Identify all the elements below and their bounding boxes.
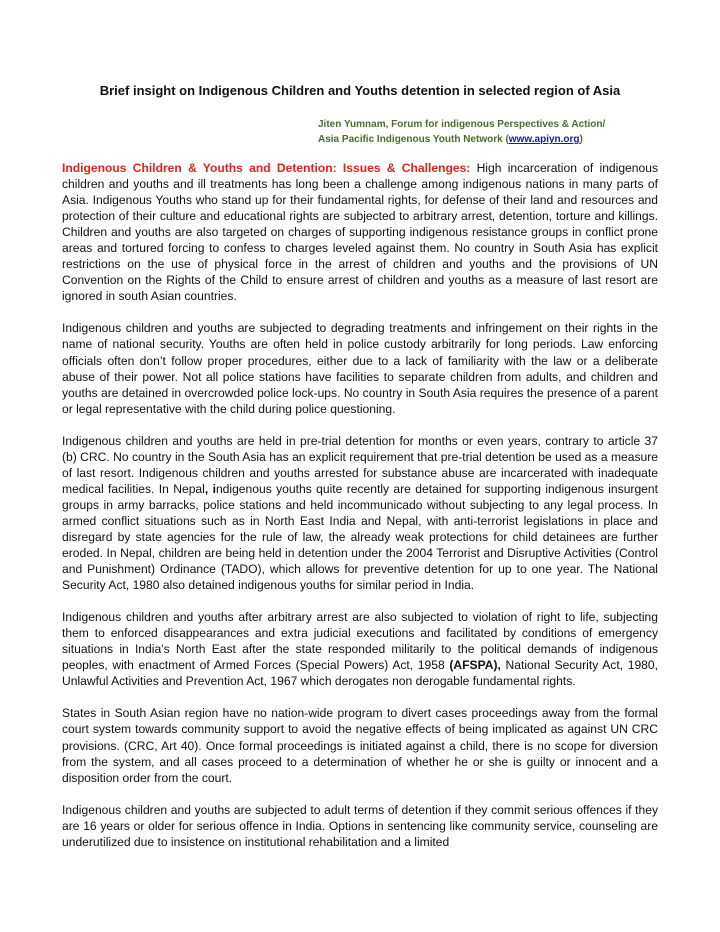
afspa-bold: (AFSPA), xyxy=(449,658,501,673)
author-affiliation: Asia Pacific Indigenous Youth Network ( xyxy=(318,134,509,145)
author-line-2 xyxy=(318,132,658,147)
paragraph-3-text-b: , i xyxy=(204,481,216,496)
paragraph-4-text-a: Indigenous children and youths after arbitrary arrest are also subjected to violation of right to life, subjecting them to enforced disappearances and extra judicial executions and facilitated by conditions of emergency situations in India’s North East after the state responded militarily to the political demands of indigenous peoples, with enactment of Armed Forces (Special Powers) Act, 1958 xyxy=(62,610,658,673)
paragraph-1-text: High incarceration of indigenous children and youths and ill treatments has long been a challenge among indigenous nations in many parts of Asia. Indigenous Youths who stand up for their fundamental rights, for defense of their land and resources and protection of their culture and educational rights are subjected to arbitrary arrest, detention, torture and killings. Children and youths are also targeted on charges of supporting indigenous resistance groups in conflict prone areas and tortured forcing to confess to charges leveled against them. No country in South Asia has explicit restrictions on the use of physical force in the arrest of children and youths and the provisions of UN Convention on the Rights of the Child to ensure arrest of children and youths as a measure of last resort are ignored in south Asian countries. xyxy=(62,161,659,304)
paragraph-6: Indigenous children and youths are subjected to adult terms of detention if they commit serious offences if they are 16 years or older for serious offence in India. Options in sentencing like community service, counseling are underutilized due to insistence on institutional rehabilitation and a limited xyxy=(62,802,658,849)
section-heading: Indigenous Children & Youths and Detention: Issues & Challenges: xyxy=(62,161,471,175)
author-block xyxy=(62,117,658,147)
paragraph-4 xyxy=(62,609,658,689)
paragraph-3-text-c: ndigenous youths quite recently are detained for supporting indigenous insurgent groups in army barracks, police stations and held incommunicado without subjecting to any legal process. In armed conflict situations such as in North East India and Nepal, with anti-terrorist legislations in place and disregard by state agencies for the rule of law, the already weak protections for child detainees are further eroded. In Nepal, children are being held in detention under the 2004 Terrorist and Disruptive Activities (Control and Punishment) Ordinance (TADO), which allows for preventive detention for up to one year. The National Security Act, 1980 also detained indigenous youths for similar period in India. xyxy=(62,481,658,593)
paragraph-2: Indigenous children and youths are subjected to degrading treatments and infringement on their rights in the name of national security. Youths are often held in police custody arbitrarily for long periods. Law enforcing officials often don’t follow proper procedures, either due to a lack of familiarity with the law or a deliberate abuse of their power. Not all police stations have facilities to separate children from adults, and children and youths are detained in overcrowded police lock-ups. No country in South Asia requires the presence of a parent or legal representative with the child during police questioning. xyxy=(62,321,658,416)
website-link[interactable]: www.apiyn.org xyxy=(508,134,580,145)
author-paren-close: ) xyxy=(579,134,583,145)
document-page xyxy=(62,0,658,850)
paragraph-1 xyxy=(62,160,658,304)
document-title: Brief insight on Indigenous Children and Youths detention in selected region of Asia xyxy=(99,83,621,98)
paragraph-3 xyxy=(62,433,658,593)
paragraph-5: States in South Asian region have no nation-wide program to divert cases proceedings away from the formal court system towards community support to avoid the negative effects of being implicated as against UN CRC provisions. (CRC, Art 40). Once formal proceedings is initiated against a child, there is no scope for diversion from the system, and all cases proceed to a determination of whether he or she is guilty or innocent and a disposition order from the court. xyxy=(62,706,658,785)
paragraph-3-text-a: Indigenous children and youths are held in pre-trial detention for months or even years, contrary to article 37 (b) CRC. No country in the South Asia has an explicit requirement that pre-trial detention be used as a measure of last resort. Indigenous children and youths arrested for substance abuse are incarcerated with inadequate medical facilities. In Nepal xyxy=(62,433,658,496)
author-line-1: Jiten Yumnam, Forum for indigenous Perspectives & Action/ xyxy=(318,119,606,130)
paragraph-4-text-b: National Security Act, 1980, Unlawful Activities and Prevention Act, 1967 which derogates non derogable fundamental rights. xyxy=(62,658,658,689)
